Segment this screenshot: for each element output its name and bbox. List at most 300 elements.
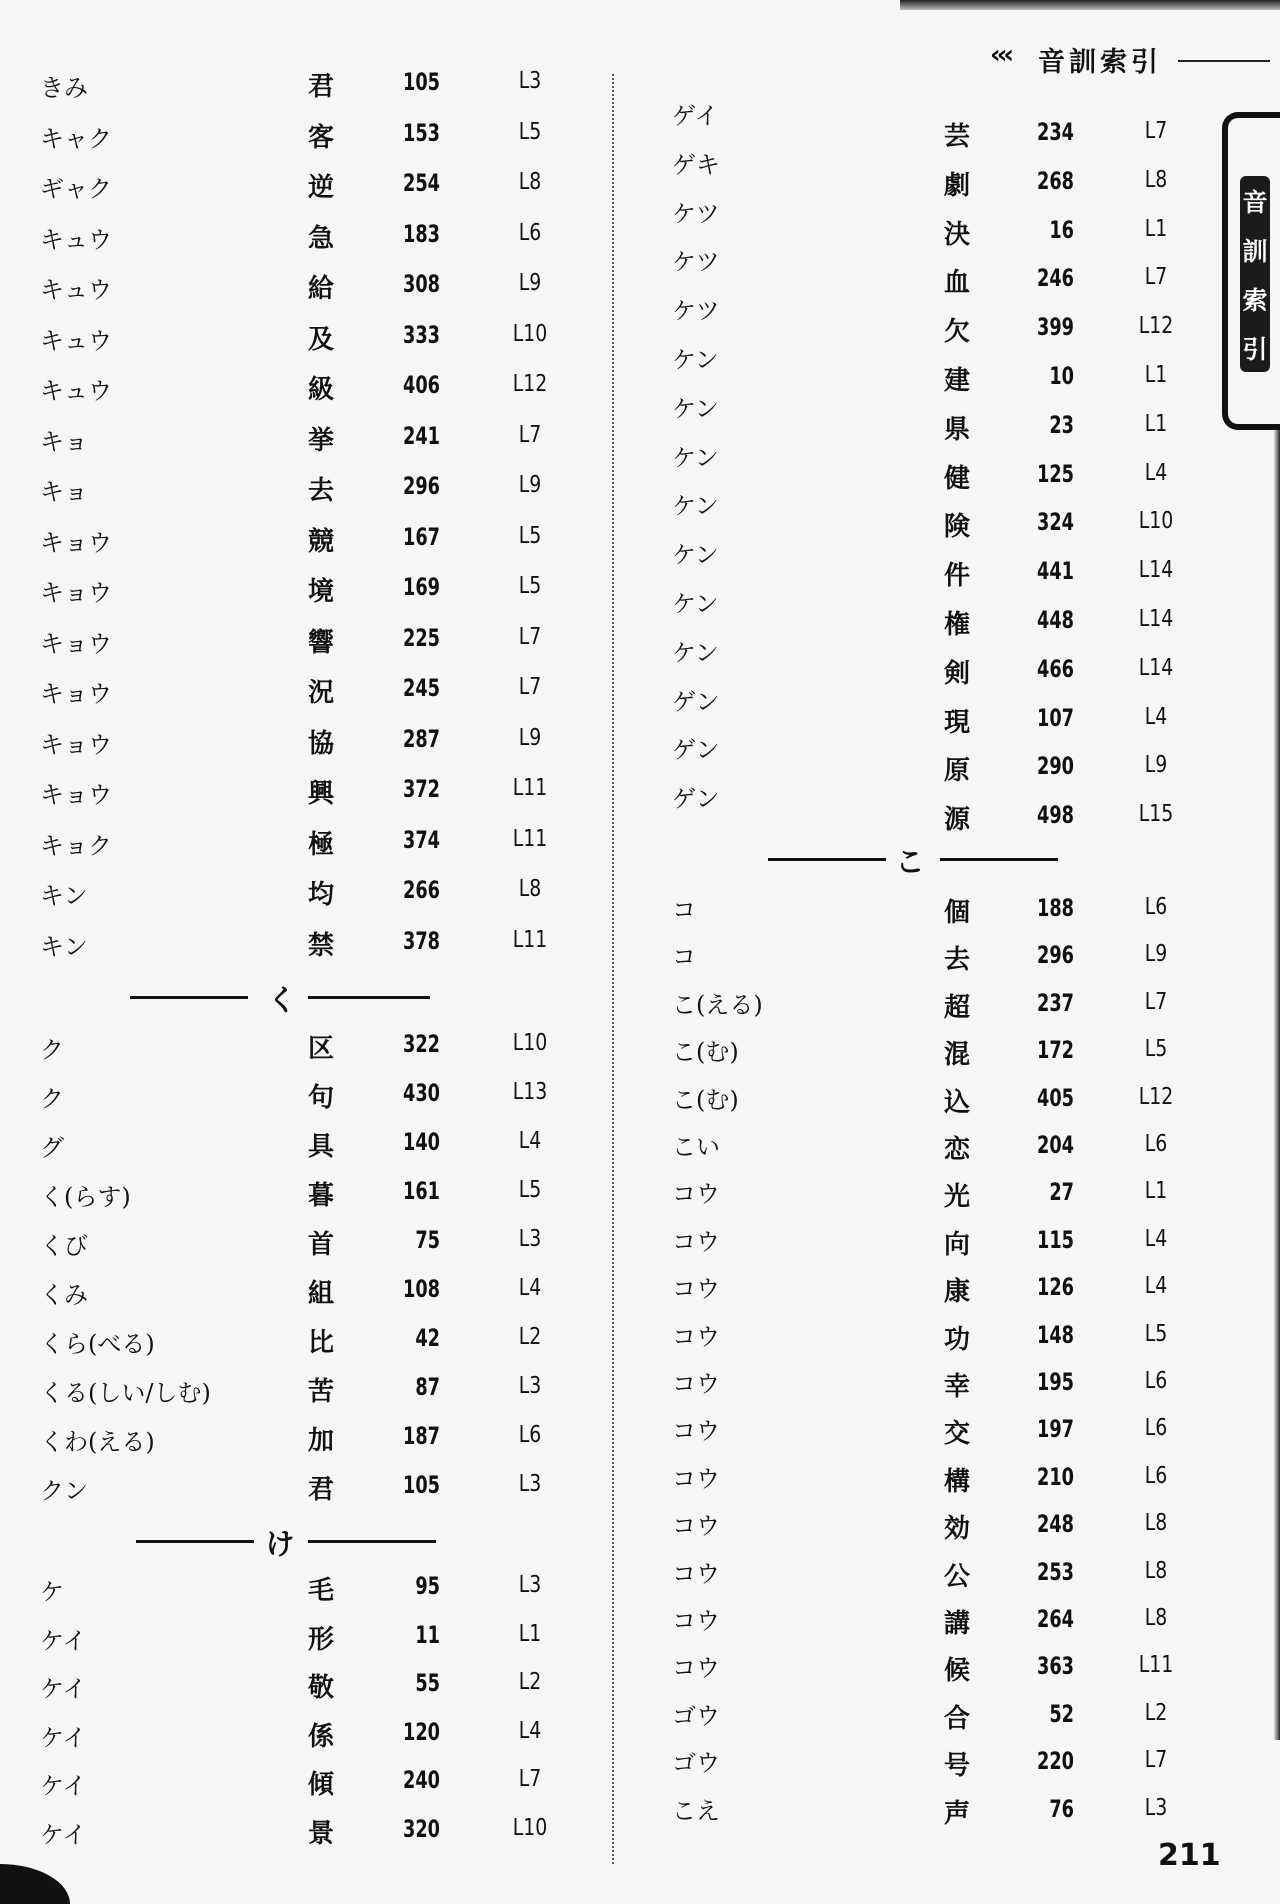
index-entry — [40, 1275, 560, 1319]
index-entry — [40, 1815, 560, 1859]
entry-reading: キョウ — [40, 629, 112, 658]
index-entry — [672, 297, 1192, 357]
section-rule — [308, 1540, 436, 1543]
entry-lesson: L3 — [518, 1226, 542, 1252]
index-entry — [672, 1084, 1192, 1128]
entry-lesson: L9 — [518, 472, 542, 498]
entry-kanji: 件 — [943, 561, 970, 592]
page-edge-shadow-top — [900, 0, 1280, 10]
entry-kanji: 欠 — [943, 317, 970, 348]
entry-kanji: 加 — [307, 1426, 334, 1456]
entry-reading: ケイ — [40, 1723, 87, 1752]
entry-kanji: 険 — [943, 512, 970, 543]
index-entry — [672, 1321, 1192, 1365]
entry-number: 268 — [1037, 166, 1074, 195]
index-entry — [40, 573, 560, 617]
entry-lesson: L5 — [518, 118, 542, 145]
index-entry — [40, 674, 560, 718]
entry-kanji: 号 — [943, 1751, 970, 1782]
index-entry — [40, 826, 560, 870]
section-header — [768, 840, 1058, 880]
entry-number: 266 — [403, 876, 440, 904]
index-entry — [672, 1605, 1192, 1649]
entry-reading: ケツ — [672, 297, 720, 326]
entry-lesson: L9 — [1144, 752, 1168, 779]
section-rule — [136, 1540, 254, 1543]
entry-reading: コウ — [672, 1180, 720, 1209]
index-entry — [40, 876, 560, 920]
index-entry — [672, 1368, 1192, 1412]
entry-reading: コウ — [672, 1464, 720, 1493]
entry-kanji: 急 — [307, 223, 334, 254]
entry-number: 105 — [403, 68, 440, 96]
entry-kanji: 芸 — [943, 122, 970, 152]
entry-number: 225 — [403, 623, 440, 652]
entry-kanji: 功 — [943, 1324, 970, 1355]
index-entry — [40, 725, 560, 769]
entry-reading: ケイ — [40, 1820, 87, 1849]
entry-reading: きみ — [40, 74, 88, 102]
entry-reading: キョ — [40, 478, 88, 506]
entry-lesson: L10 — [512, 320, 548, 347]
index-entry — [672, 590, 1192, 650]
entry-number: 220 — [1037, 1747, 1074, 1776]
entry-lesson: L4 — [1144, 459, 1168, 486]
entry-kanji: 及 — [307, 324, 334, 355]
entry-number: 308 — [403, 270, 440, 298]
page-number: 211 — [1158, 1838, 1221, 1873]
entry-lesson: L7 — [518, 1766, 542, 1792]
entry-number: 322 — [403, 1030, 440, 1058]
entry-lesson: L8 — [518, 169, 542, 195]
entry-kanji: 係 — [307, 1721, 334, 1752]
entry-number: 372 — [403, 775, 440, 803]
entry-number: 126 — [1037, 1273, 1074, 1302]
entry-kanji: 効 — [943, 1514, 970, 1545]
entry-kanji: 君 — [307, 1475, 334, 1505]
entry-number: 378 — [403, 926, 440, 955]
index-entry — [672, 1558, 1192, 1602]
entry-reading: くび — [40, 1232, 88, 1260]
index-entry — [672, 687, 1192, 748]
index-entry — [40, 1572, 560, 1616]
entry-lesson: L9 — [518, 724, 542, 751]
side-tab-char: 索 — [1242, 285, 1268, 315]
entry-reading: ゲキ — [672, 150, 720, 179]
index-entry — [672, 102, 1192, 162]
entry-lesson: L12 — [512, 371, 548, 397]
entry-lesson: L12 — [1138, 1083, 1174, 1110]
entry-kanji: 血 — [943, 268, 970, 299]
entry-lesson: L5 — [1144, 1320, 1168, 1347]
side-tab-char: 音 — [1242, 187, 1268, 217]
index-entry — [672, 1463, 1192, 1507]
entry-kanji: 協 — [307, 728, 334, 759]
entry-lesson: L4 — [1144, 1225, 1168, 1252]
entry-reading: キョウ — [40, 680, 112, 708]
index-entry — [40, 220, 560, 264]
entry-kanji: 源 — [943, 805, 970, 836]
entry-reading: ク — [40, 1085, 64, 1113]
entry-reading: コウ — [672, 1607, 720, 1635]
entry-reading: キョク — [40, 831, 112, 860]
entry-kanji: 超 — [943, 992, 970, 1023]
entry-number: 466 — [1037, 654, 1074, 683]
entry-lesson: L9 — [518, 270, 542, 296]
entry-reading: ケン — [672, 492, 719, 521]
side-tab-label — [1240, 176, 1270, 372]
entry-kanji: 去 — [943, 945, 970, 976]
index-entry — [40, 1079, 560, 1123]
entry-number: 441 — [1037, 557, 1074, 586]
section-rule — [308, 996, 430, 999]
entry-lesson: L2 — [518, 1669, 542, 1695]
entry-lesson: L4 — [518, 1275, 542, 1301]
entry-number: 320 — [403, 1814, 440, 1843]
entry-number: 210 — [1037, 1462, 1074, 1491]
entry-number: 290 — [1037, 752, 1074, 781]
entry-lesson: L10 — [512, 1030, 548, 1056]
entry-kanji: 構 — [943, 1466, 970, 1497]
entry-lesson: L7 — [1144, 264, 1168, 291]
index-entry — [672, 638, 1192, 699]
index-entry — [40, 321, 560, 365]
entry-lesson: L11 — [512, 825, 548, 852]
entry-number: 169 — [403, 573, 440, 601]
index-entry — [672, 736, 1192, 796]
entry-reading: キョウ — [40, 579, 112, 607]
entry-kanji: 響 — [307, 627, 334, 658]
entry-reading: こ(む) — [672, 1085, 739, 1114]
entry-lesson: L3 — [1144, 1794, 1168, 1821]
entry-kanji: 景 — [307, 1818, 334, 1849]
entry-kanji: 興 — [307, 779, 334, 809]
entry-kanji: 給 — [307, 274, 334, 304]
index-entry — [672, 785, 1192, 845]
entry-lesson: L4 — [518, 1717, 542, 1744]
entry-reading: キョ — [40, 427, 88, 456]
entry-lesson: L5 — [1144, 1036, 1168, 1063]
entry-kanji: 権 — [943, 610, 970, 640]
entry-number: 197 — [1037, 1415, 1074, 1444]
index-entry — [40, 1471, 560, 1515]
entry-kanji: 比 — [307, 1328, 334, 1358]
entry-kanji: 劇 — [943, 170, 970, 201]
index-entry — [40, 371, 560, 415]
entry-number: 296 — [403, 472, 440, 500]
entry-kanji: 光 — [943, 1182, 970, 1213]
entry-reading: ケン — [672, 443, 719, 472]
entry-number: 172 — [1037, 1036, 1074, 1065]
entry-number: 11 — [415, 1620, 440, 1649]
index-entry — [672, 1226, 1192, 1270]
index-entry — [40, 1324, 560, 1368]
entry-number: 140 — [403, 1128, 440, 1156]
entry-number: 10 — [1049, 362, 1074, 390]
index-entry — [672, 1510, 1192, 1554]
entry-reading: コ — [672, 896, 696, 924]
section-header — [136, 1522, 436, 1562]
chevron-left-icon: ‹‹‹ — [990, 40, 1011, 70]
entry-lesson: L7 — [1144, 118, 1168, 144]
entry-reading: ケン — [672, 638, 719, 667]
entry-lesson: L6 — [1144, 1415, 1168, 1442]
entry-number: 264 — [1037, 1605, 1074, 1633]
index-entry — [40, 1373, 560, 1417]
index-entry — [672, 1036, 1192, 1080]
entry-number: 42 — [415, 1324, 440, 1352]
index-entry — [40, 1422, 560, 1466]
entry-lesson: L8 — [1144, 166, 1168, 193]
entry-number: 324 — [1037, 508, 1074, 537]
entry-number: 55 — [415, 1669, 440, 1697]
entry-number: 405 — [1037, 1083, 1074, 1112]
index-entry — [40, 1621, 560, 1665]
entry-lesson: L1 — [1144, 215, 1168, 242]
index-entry — [672, 541, 1192, 601]
entry-lesson: L4 — [1144, 1273, 1168, 1300]
section-kana: こ — [895, 845, 925, 879]
entry-number: 448 — [1037, 606, 1074, 634]
entry-reading: ケツ — [672, 248, 720, 277]
entry-lesson: L6 — [1144, 1131, 1168, 1157]
entry-number: 374 — [403, 825, 440, 854]
entry-reading: コウ — [672, 1275, 720, 1304]
entry-lesson: L6 — [1144, 894, 1168, 920]
entry-lesson: L4 — [518, 1128, 542, 1154]
entry-kanji: 暮 — [307, 1181, 334, 1211]
index-entry — [40, 927, 560, 971]
entry-number: 240 — [403, 1766, 440, 1794]
entry-reading: キュウ — [40, 225, 112, 254]
index-entry — [672, 1415, 1192, 1459]
entry-reading: コウ — [672, 1227, 720, 1256]
entry-lesson: L2 — [1144, 1699, 1168, 1726]
entry-lesson: L10 — [1138, 508, 1174, 535]
entry-reading: ゲン — [672, 736, 720, 765]
entry-number: 195 — [1037, 1368, 1074, 1396]
entry-reading: くわ(える) — [40, 1428, 155, 1456]
entry-kanji: 健 — [943, 463, 970, 494]
section-rule — [940, 858, 1058, 861]
entry-number: 333 — [403, 320, 440, 349]
entry-kanji: 交 — [943, 1419, 970, 1450]
entry-reading: ギャク — [40, 175, 112, 203]
entry-number: 23 — [1049, 410, 1074, 439]
index-entry — [40, 1669, 560, 1713]
entry-number: 75 — [415, 1226, 440, 1254]
entry-kanji: 幸 — [943, 1372, 970, 1402]
index-entry — [40, 523, 560, 567]
entry-number: 187 — [403, 1422, 440, 1450]
index-entry — [40, 1128, 560, 1172]
entry-number: 108 — [403, 1275, 440, 1303]
entry-kanji: 恋 — [943, 1135, 970, 1165]
entry-kanji: 首 — [307, 1230, 334, 1260]
entry-kanji: 合 — [943, 1703, 970, 1734]
entry-lesson: L11 — [512, 926, 548, 953]
entry-kanji: 去 — [307, 476, 334, 506]
entry-kanji: 挙 — [307, 425, 334, 456]
section-rule — [130, 996, 248, 999]
entry-reading: コウ — [672, 1512, 720, 1541]
entry-reading: こ(える) — [672, 990, 763, 1019]
entry-reading: コウ — [672, 1654, 720, 1683]
entry-reading: ケイ — [40, 1772, 87, 1800]
entry-lesson: L15 — [1138, 801, 1174, 828]
section-kana: け — [265, 1527, 295, 1561]
entry-reading: キュウ — [40, 326, 112, 355]
entry-kanji: 個 — [943, 898, 970, 928]
entry-number: 204 — [1037, 1131, 1074, 1159]
index-entry — [40, 270, 560, 314]
entry-kanji: 形 — [307, 1624, 334, 1655]
entry-number: 188 — [1037, 894, 1074, 922]
entry-reading: グ — [40, 1134, 64, 1162]
index-entry — [672, 443, 1192, 504]
entry-number: 95 — [415, 1572, 440, 1600]
entry-lesson: L5 — [518, 522, 542, 549]
index-entry — [40, 472, 560, 516]
index-entry — [672, 199, 1192, 260]
entry-lesson: L3 — [518, 1471, 542, 1497]
entry-number: 399 — [1037, 313, 1074, 342]
entry-lesson: L3 — [518, 1572, 542, 1598]
entry-reading: キョウ — [40, 528, 112, 557]
entry-number: 183 — [403, 219, 440, 248]
entry-kanji: 極 — [307, 829, 334, 860]
entry-number: 234 — [1037, 118, 1074, 146]
entry-reading: ケイ — [40, 1626, 87, 1655]
index-entry — [672, 1652, 1192, 1696]
entry-lesson: L13 — [512, 1079, 548, 1105]
entry-reading: く(らす) — [40, 1183, 131, 1211]
page-corner — [0, 1864, 70, 1904]
header-title: 音訓索引 — [1038, 47, 1162, 78]
index-entry — [672, 894, 1192, 938]
entry-reading: ゴウ — [672, 1749, 720, 1778]
index-entry — [672, 1178, 1192, 1222]
entry-reading: キョウ — [40, 781, 112, 809]
entry-reading: こえ — [672, 1796, 720, 1825]
entry-kanji: 苦 — [307, 1377, 334, 1407]
entry-kanji: 県 — [943, 414, 970, 445]
entry-reading: ケン — [672, 394, 719, 423]
entry-kanji: 組 — [307, 1279, 334, 1309]
entry-lesson: L3 — [518, 68, 542, 94]
entry-reading: キン — [40, 932, 88, 961]
index-entry — [672, 941, 1192, 985]
entry-reading: キン — [40, 882, 88, 910]
entry-kanji: 建 — [943, 366, 970, 396]
index-entry — [40, 169, 560, 213]
entry-reading: くみ — [40, 1281, 88, 1309]
entry-lesson: L6 — [1144, 1368, 1168, 1394]
entry-number: 498 — [1037, 801, 1074, 830]
entry-kanji: 況 — [307, 678, 334, 708]
entry-lesson: L14 — [1138, 557, 1174, 584]
entry-reading: コ — [672, 943, 696, 972]
section-header — [130, 978, 430, 1018]
entry-kanji: 講 — [943, 1609, 970, 1639]
entry-reading: クン — [40, 1477, 88, 1505]
index-entry — [672, 492, 1192, 552]
entry-reading: ゲイ — [672, 102, 719, 130]
entry-reading: くる(しい/しむ) — [40, 1379, 211, 1407]
entry-kanji: 毛 — [307, 1576, 334, 1606]
index-entry — [40, 1177, 560, 1221]
entry-number: 254 — [403, 169, 440, 197]
entry-reading: ケツ — [672, 199, 720, 228]
entry-lesson: L7 — [518, 421, 542, 448]
index-entry — [672, 1131, 1192, 1175]
index-entry — [40, 1766, 560, 1810]
index-entry — [40, 624, 560, 668]
entry-lesson: L3 — [518, 1373, 542, 1399]
entry-number: 120 — [403, 1717, 440, 1746]
index-entry — [672, 1273, 1192, 1317]
entry-lesson: L10 — [512, 1814, 548, 1841]
entry-reading: コウ — [672, 1559, 720, 1588]
entry-lesson: L6 — [518, 1422, 542, 1448]
entry-number: 105 — [403, 1471, 440, 1499]
index-entry — [672, 150, 1192, 211]
entry-lesson: L4 — [1144, 703, 1168, 730]
entry-number: 406 — [403, 371, 440, 399]
section-rule — [768, 858, 886, 861]
entry-reading: ゲン — [672, 687, 720, 716]
entry-kanji: 原 — [943, 756, 970, 787]
entry-kanji: 君 — [307, 72, 334, 102]
entry-kanji: 敬 — [307, 1673, 334, 1703]
column-divider — [612, 74, 614, 1864]
entry-lesson: L7 — [518, 674, 542, 700]
entry-number: 153 — [403, 118, 440, 147]
entry-number: 245 — [403, 674, 440, 702]
entry-number: 16 — [1049, 215, 1074, 244]
entry-reading: ケ — [40, 1578, 64, 1606]
entry-number: 430 — [403, 1079, 440, 1107]
entry-reading: キョウ — [40, 730, 112, 759]
entry-number: 287 — [403, 724, 440, 753]
entry-number: 52 — [1049, 1699, 1074, 1728]
entry-kanji: 向 — [943, 1229, 970, 1260]
entry-reading: コウ — [672, 1322, 720, 1351]
entry-lesson: L7 — [1144, 988, 1168, 1015]
entry-kanji: 句 — [307, 1083, 334, 1113]
index-entry — [672, 1795, 1192, 1839]
entry-lesson: L8 — [518, 876, 542, 902]
entry-number: 107 — [1037, 703, 1074, 732]
entry-number: 148 — [1037, 1320, 1074, 1349]
index-entry — [672, 394, 1192, 455]
entry-number: 363 — [1037, 1652, 1074, 1681]
index-entry — [40, 119, 560, 163]
entry-lesson: L6 — [1144, 1462, 1168, 1489]
index-entry — [40, 1718, 560, 1762]
entry-lesson: L14 — [1138, 606, 1174, 632]
side-tab-char: 引 — [1242, 334, 1268, 364]
entry-number: 87 — [415, 1373, 440, 1401]
entry-lesson: L1 — [518, 1620, 542, 1647]
entry-number: 237 — [1037, 988, 1074, 1017]
entry-reading: コウ — [672, 1370, 720, 1398]
entry-number: 296 — [1037, 941, 1074, 970]
index-entry — [672, 989, 1192, 1033]
entry-lesson: L14 — [1138, 654, 1174, 681]
entry-kanji: 境 — [307, 577, 334, 607]
entry-kanji: 級 — [307, 375, 334, 405]
